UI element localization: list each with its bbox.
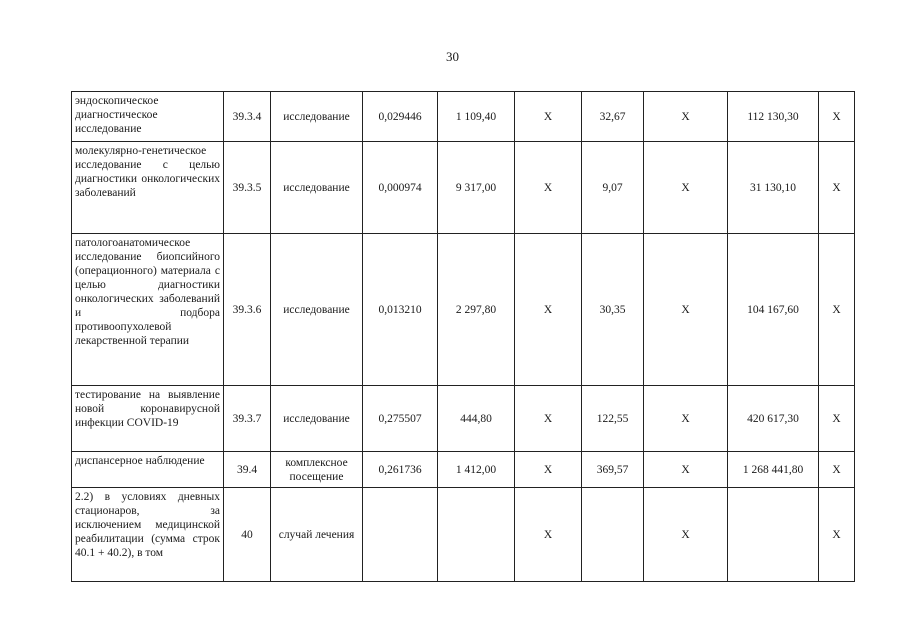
row-col8-cell: X bbox=[644, 92, 728, 142]
row-name-cell: диспансерное наблюдение bbox=[72, 452, 224, 488]
row-col8-cell: X bbox=[644, 452, 728, 488]
row-col10-cell: X bbox=[819, 92, 855, 142]
row-code-cell: 39.4 bbox=[224, 452, 271, 488]
row-col7-cell: 122,55 bbox=[582, 386, 644, 452]
row-col9-cell: 112 130,30 bbox=[728, 92, 819, 142]
row-col9-cell: 31 130,10 bbox=[728, 142, 819, 234]
row-norm-cell: 0,275507 bbox=[363, 386, 438, 452]
row-name-cell: тестирование на выявление новой коронавирусной инфекции COVID-19 bbox=[72, 386, 224, 452]
row-col7-cell bbox=[582, 488, 644, 582]
row-cost-cell bbox=[438, 488, 515, 582]
page-number: 30 bbox=[446, 49, 459, 64]
row-col9-cell: 420 617,30 bbox=[728, 386, 819, 452]
row-code-cell: 39.3.4 bbox=[224, 92, 271, 142]
table-row bbox=[72, 488, 855, 582]
row-col9-cell: 1 268 441,80 bbox=[728, 452, 819, 488]
row-col9-cell bbox=[728, 488, 819, 582]
table-row bbox=[72, 234, 855, 386]
row-unit-cell: исследование bbox=[271, 234, 363, 386]
data-table bbox=[71, 91, 855, 582]
row-norm-cell: 0,261736 bbox=[363, 452, 438, 488]
table-row bbox=[72, 386, 855, 452]
row-norm-cell bbox=[363, 488, 438, 582]
row-unit-cell: исследование bbox=[271, 142, 363, 234]
table-row bbox=[72, 142, 855, 234]
row-cost-cell: 9 317,00 bbox=[438, 142, 515, 234]
row-col8-cell: X bbox=[644, 142, 728, 234]
row-col7-cell: 9,07 bbox=[582, 142, 644, 234]
row-unit-cell: исследование bbox=[271, 386, 363, 452]
row-col6-cell: X bbox=[515, 452, 582, 488]
row-col10-cell: X bbox=[819, 452, 855, 488]
row-code-cell: 39.3.5 bbox=[224, 142, 271, 234]
row-cost-cell: 2 297,80 bbox=[438, 234, 515, 386]
row-code-cell: 40 bbox=[224, 488, 271, 582]
row-col10-cell: X bbox=[819, 142, 855, 234]
row-unit-cell: случай лечения bbox=[271, 488, 363, 582]
row-name-cell: 2.2) в условиях дневных стационаров, за исключением медицинской реабилитации (сумма строк 40.1 + 40.2), в том bbox=[72, 488, 224, 582]
row-name-cell: молекулярно-генетическое исследование с целью диагностики онкологических заболеваний bbox=[72, 142, 224, 234]
row-unit-cell: комплексное посещение bbox=[271, 452, 363, 488]
row-col10-cell: X bbox=[819, 386, 855, 452]
row-col6-cell: X bbox=[515, 234, 582, 386]
table-row bbox=[72, 452, 855, 488]
row-norm-cell: 0,013210 bbox=[363, 234, 438, 386]
row-cost-cell: 1 109,40 bbox=[438, 92, 515, 142]
row-col6-cell: X bbox=[515, 142, 582, 234]
row-col10-cell: X bbox=[819, 234, 855, 386]
row-cost-cell: 1 412,00 bbox=[438, 452, 515, 488]
row-col10-cell: X bbox=[819, 488, 855, 582]
row-col6-cell: X bbox=[515, 386, 582, 452]
row-name-cell: патологоанатомическое исследование биопсийного (операционного) материала с целью диагностики онкологических заболеваний и подбора противоопухолевой лекарственной терапии bbox=[72, 234, 224, 386]
row-col8-cell: X bbox=[644, 488, 728, 582]
row-col8-cell: X bbox=[644, 234, 728, 386]
row-unit-cell: исследование bbox=[271, 92, 363, 142]
table-row bbox=[72, 92, 855, 142]
row-norm-cell: 0,029446 bbox=[363, 92, 438, 142]
row-name-cell: эндоскопическое диагностическое исследование bbox=[72, 92, 224, 142]
row-cost-cell: 444,80 bbox=[438, 386, 515, 452]
row-code-cell: 39.3.6 bbox=[224, 234, 271, 386]
row-col6-cell: X bbox=[515, 92, 582, 142]
row-col8-cell: X bbox=[644, 386, 728, 452]
row-col9-cell: 104 167,60 bbox=[728, 234, 819, 386]
row-norm-cell: 0,000974 bbox=[363, 142, 438, 234]
row-col6-cell: X bbox=[515, 488, 582, 582]
row-code-cell: 39.3.7 bbox=[224, 386, 271, 452]
row-col7-cell: 369,57 bbox=[582, 452, 644, 488]
row-col7-cell: 30,35 bbox=[582, 234, 644, 386]
row-col7-cell: 32,67 bbox=[582, 92, 644, 142]
